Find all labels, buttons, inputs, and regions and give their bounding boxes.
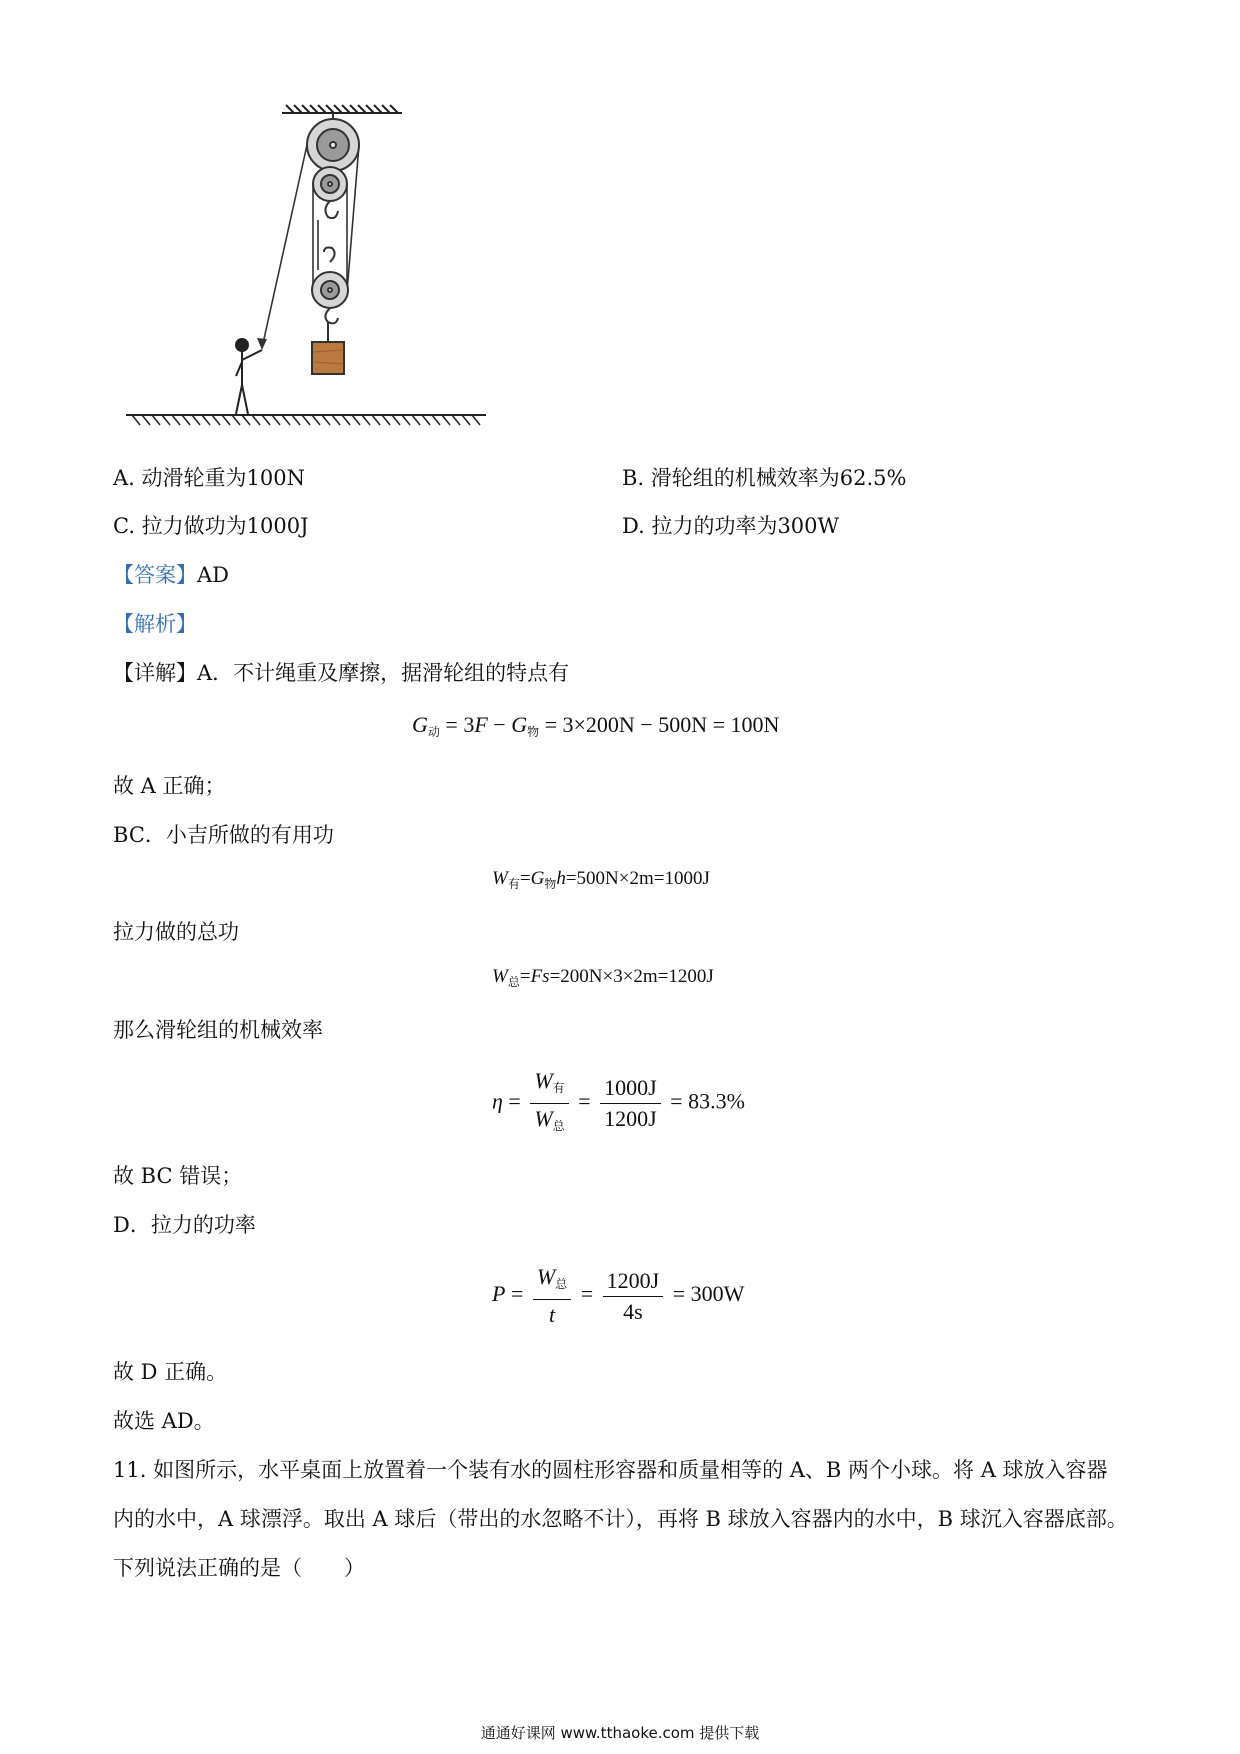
d-intro: D．拉力的功率 <box>113 1213 256 1237</box>
bc-intro: BC．小吉所做的有用功 <box>113 823 334 847</box>
total-work-intro: 拉力做的总功 <box>113 920 239 944</box>
option-c: C. 拉力做功为1000J <box>113 514 309 538</box>
ceiling <box>282 105 402 113</box>
equation-total-work: $W_总=Fs=200N\times 3\times 2m=1200J$ <box>492 966 714 989</box>
footer-credit: 通通好课网 www.tthaoke.com 提供下载 <box>480 1724 760 1742</box>
question-11-line-3: 下列说法正确的是（ ） <box>113 1556 365 1580</box>
question-11-line-1: 11. 如图所示，水平桌面上放置着一个装有水的圆柱形容器和质量相等的 A、B 两个小球。将 A 球放入容器 <box>113 1458 1108 1482</box>
a-result: 故 A 正确； <box>113 774 226 798</box>
rope-arrow <box>257 338 267 350</box>
pulley-diagram <box>0 0 1240 460</box>
answer-value: AD <box>197 563 230 587</box>
answer-tag: 【答案】 <box>113 563 197 587</box>
option-b: B. 滑轮组的机械效率为62.5% <box>622 466 907 490</box>
ground <box>126 415 486 425</box>
detail-a-intro: A．不计绳重及摩擦，据滑轮组的特点有 <box>197 661 570 685</box>
detail-a-line <box>113 659 569 687</box>
d-result: 故 D 正确。 <box>113 1360 228 1384</box>
fixed-pulley-large <box>307 113 359 171</box>
weight-block <box>312 342 344 374</box>
analysis-tag: 【解析】 <box>113 612 197 636</box>
fixed-pulley-small <box>313 167 347 218</box>
person-figure <box>236 339 262 414</box>
detail-tag: 【详解】 <box>113 661 197 685</box>
equation-moving-pulley: $G_动 = 3F - G_物 = 3\times 200N - 500N = 100N$ <box>412 712 780 739</box>
equation-useful-work: $W_有=G_物h=500N\times 2m=1000J$ <box>492 868 710 891</box>
equation-efficiency: η = $\frac{W_有}{W_总}$ = $\frac{1000J}{1200J}$ = 83.3% <box>492 1068 745 1133</box>
final-answer: 故选 AD。 <box>113 1409 215 1433</box>
answer-line <box>113 561 229 589</box>
option-d: D. 拉力的功率为300W <box>622 514 840 538</box>
equation-power: P = $\frac{W_总}{t}$ = $\frac{1200J}{4s}$ = 300W <box>492 1264 745 1327</box>
efficiency-intro: 那么滑轮组的机械效率 <box>113 1018 323 1042</box>
bc-result: 故 BC 错误； <box>113 1164 243 1188</box>
option-a: A. 动滑轮重为100N <box>113 466 305 490</box>
question-11-line-2: 内的水中，A 球漂浮。取出 A 球后（带出的水忽略不计），再将 B 球放入容器内的水中，B 球沉入容器底部。 <box>113 1507 1128 1531</box>
